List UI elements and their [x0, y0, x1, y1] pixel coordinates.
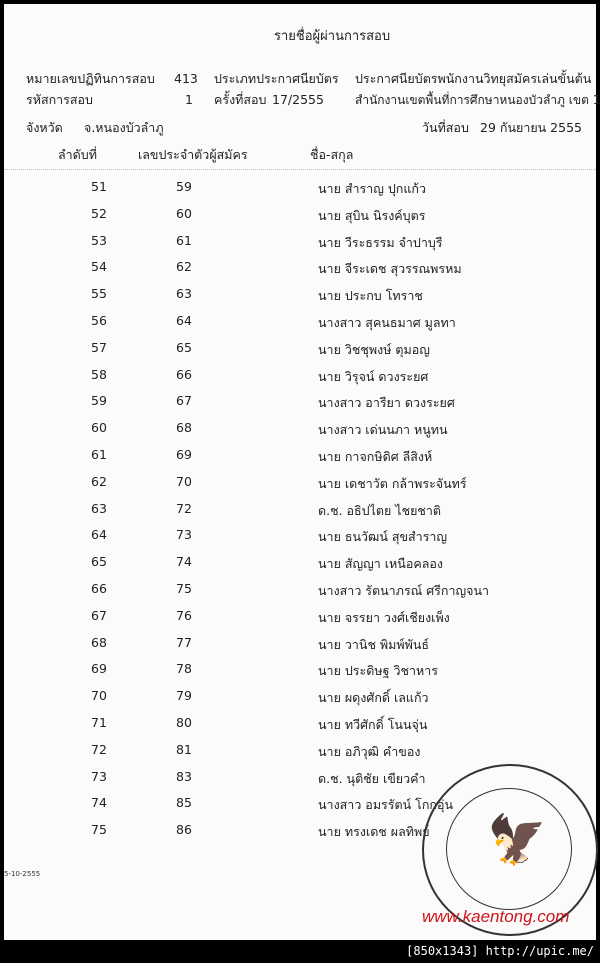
applicant-id: 80	[176, 715, 192, 730]
applicant-name: นาย จรรยา วงศ์เชียงเพ็ง	[318, 609, 450, 625]
applicant-name: ด.ช. นุติชัย เขียวคำ	[318, 770, 426, 786]
row-number: 65	[91, 554, 107, 570]
table-row	[4, 501, 596, 521]
office: สำนักงานเขตพื้นที่การศึกษาหนองบัวลำภู เขต 1	[355, 93, 600, 107]
applicant-id: 61	[176, 232, 192, 248]
row-number: 53	[91, 232, 107, 248]
applicant-name: นาย วิชชุพงษ์ ตุมอญ	[318, 341, 430, 357]
date: 29 กันยายน 2555	[480, 120, 582, 135]
table-row	[4, 179, 596, 199]
round: 17/2555	[272, 92, 324, 107]
applicant-id: 70	[176, 473, 192, 489]
watermark: www.kaentong.com	[422, 907, 570, 926]
applicant-id: 72	[176, 500, 192, 516]
applicant-id: 76	[176, 607, 192, 623]
table-row	[4, 286, 596, 306]
exam-code: 1	[185, 92, 193, 107]
applicant-id: 66	[176, 366, 192, 382]
table-row	[4, 688, 596, 708]
table-row	[4, 527, 596, 547]
row-number: 59	[91, 393, 107, 409]
applicant-name: นางสาว เด่นนภา หนูทน	[318, 422, 448, 438]
table-row	[4, 635, 596, 655]
row-number: 51	[91, 179, 107, 194]
divider	[4, 169, 596, 170]
applicant-name: นางสาว อารียา ดวงระยศ	[318, 395, 455, 411]
row-number: 63	[91, 500, 107, 516]
applicant-name: นาย สำราญ ปุกแก้ว	[318, 181, 427, 196]
row-number: 73	[91, 768, 107, 784]
applicant-id: 75	[176, 581, 192, 596]
footer-date: 5-10-2555	[4, 870, 41, 878]
applicant-name: นางสาว สุคนธมาศ มูลทา	[318, 315, 456, 330]
applicant-id: 59	[176, 179, 192, 194]
row-number: 67	[91, 607, 107, 623]
row-number: 71	[91, 715, 107, 730]
applicant-id: 85	[176, 795, 192, 811]
applicant-name: นาย เดชาวัต กล้าพระจันทร์	[318, 475, 467, 491]
exam-no: 413	[174, 71, 198, 86]
applicant-id: 86	[176, 822, 192, 838]
table-row	[4, 206, 596, 226]
applicant-name: นาย วิรุจน์ ดวงระยศ	[318, 368, 429, 384]
applicant-name: นางสาว อมรรัตน์ โกกอุ่น	[318, 797, 454, 813]
applicant-name: นาย อภิวุฒิ คำของ	[318, 743, 421, 759]
round-label: ครั้งที่สอบ	[214, 92, 267, 107]
row-number: 68	[91, 634, 107, 650]
row-number: 57	[91, 339, 107, 355]
garuda-emblem-icon: 🦅	[487, 812, 547, 868]
applicant-name: นาย จีระเดช สุวรรณพรหม	[318, 261, 462, 277]
row-number: 54	[91, 259, 107, 275]
page-title: รายชื่อผู้ผ่านการสอบ	[274, 29, 391, 44]
applicant-id: 65	[176, 339, 192, 355]
row-number: 64	[91, 527, 107, 543]
table-row	[4, 608, 596, 628]
applicant-id: 78	[176, 661, 192, 677]
table-row	[4, 554, 596, 574]
table-row	[4, 474, 596, 494]
applicant-name: นางสาว รัตนาภรณ์ ศรีกาญจนา	[318, 583, 490, 598]
cert-type: ประกาศนียบัตรพนักงานวิทยุสมัครเล่นขั้นต้น	[355, 71, 592, 86]
row-number: 55	[91, 286, 107, 302]
row-number: 75	[91, 822, 107, 838]
table-row	[4, 715, 596, 735]
applicant-name: นาย กาจกษิดิศ ลีสิงห์	[318, 449, 433, 464]
applicant-id: 79	[176, 688, 192, 704]
column-header-id: เลขประจำตัวผู้สมัคร	[138, 147, 248, 162]
row-number: 60	[91, 420, 107, 436]
applicant-id: 81	[176, 741, 192, 757]
applicant-id: 77	[176, 634, 192, 650]
applicant-id: 67	[176, 393, 192, 409]
applicant-id: 68	[176, 420, 192, 436]
exam-no-label: หมายเลขปฏิทินการสอบ	[26, 71, 155, 86]
applicant-name: นาย วานิช พิมพ์พันธ์	[318, 636, 430, 652]
applicant-name: นาย ประกบ โทราช	[318, 288, 423, 304]
applicant-id: 60	[176, 205, 192, 221]
table-row	[4, 661, 596, 681]
row-number: 69	[91, 661, 107, 677]
document-page	[4, 4, 600, 940]
applicant-name: นาย สัญญา เหนือคลอง	[318, 556, 443, 572]
applicant-name: นาย ธนวัฒน์ สุขสำราญ	[318, 529, 448, 545]
table-row	[4, 447, 596, 467]
table-row	[4, 581, 596, 601]
date-label: วันที่สอบ	[422, 120, 469, 135]
table-row	[4, 259, 596, 279]
row-number: 58	[91, 366, 107, 382]
row-number: 74	[91, 795, 107, 811]
row-number: 56	[91, 313, 107, 328]
cert-type-label: ประเภทประกาศนียบัตร	[214, 71, 339, 86]
applicant-name: ด.ช. อธิปไตย ไชยชาติ	[318, 502, 442, 518]
province: จ.หนองบัวลำภู	[84, 120, 164, 135]
applicant-id: 62	[176, 259, 192, 275]
applicant-id: 83	[176, 768, 192, 784]
row-number: 70	[91, 688, 107, 704]
applicant-id: 74	[176, 554, 192, 570]
applicant-name: นาย ประดิษฐ วิชาหาร	[318, 663, 438, 679]
applicant-id: 63	[176, 286, 192, 302]
table-row	[4, 393, 596, 413]
row-number: 66	[91, 581, 107, 596]
province-label: จังหวัด	[26, 120, 63, 135]
row-number: 61	[91, 447, 107, 462]
column-header-no: ลำดับที่	[58, 147, 97, 162]
applicant-id: 73	[176, 527, 192, 543]
row-number: 62	[91, 473, 107, 489]
applicant-name: นาย ทวีศักดิ์ โนนจุ่น	[318, 717, 428, 732]
applicant-id: 69	[176, 447, 192, 462]
applicant-name: นาย ผดุงศักดิ์ เลแก้ว	[318, 690, 429, 706]
table-row	[4, 367, 596, 387]
column-header-name: ชื่อ-สกุล	[310, 147, 354, 162]
table-row	[4, 233, 596, 253]
table-row	[4, 742, 596, 762]
table-row	[4, 420, 596, 440]
applicant-name: นาย วีระธรรม จำปาบุรี	[318, 234, 443, 250]
table-row	[4, 340, 596, 360]
table-row	[4, 313, 596, 333]
image-caption: [850x1343] http://upic.me/	[406, 944, 594, 958]
applicant-id: 64	[176, 313, 192, 328]
applicant-name: นาย ทรงเดช ผลทิพย์	[318, 824, 430, 840]
exam-code-label: รหัสการสอบ	[26, 92, 93, 107]
applicant-name: นาย สุบิน นิรงค์บุตร	[318, 207, 426, 223]
row-number: 52	[91, 205, 107, 221]
row-number: 72	[91, 741, 107, 757]
